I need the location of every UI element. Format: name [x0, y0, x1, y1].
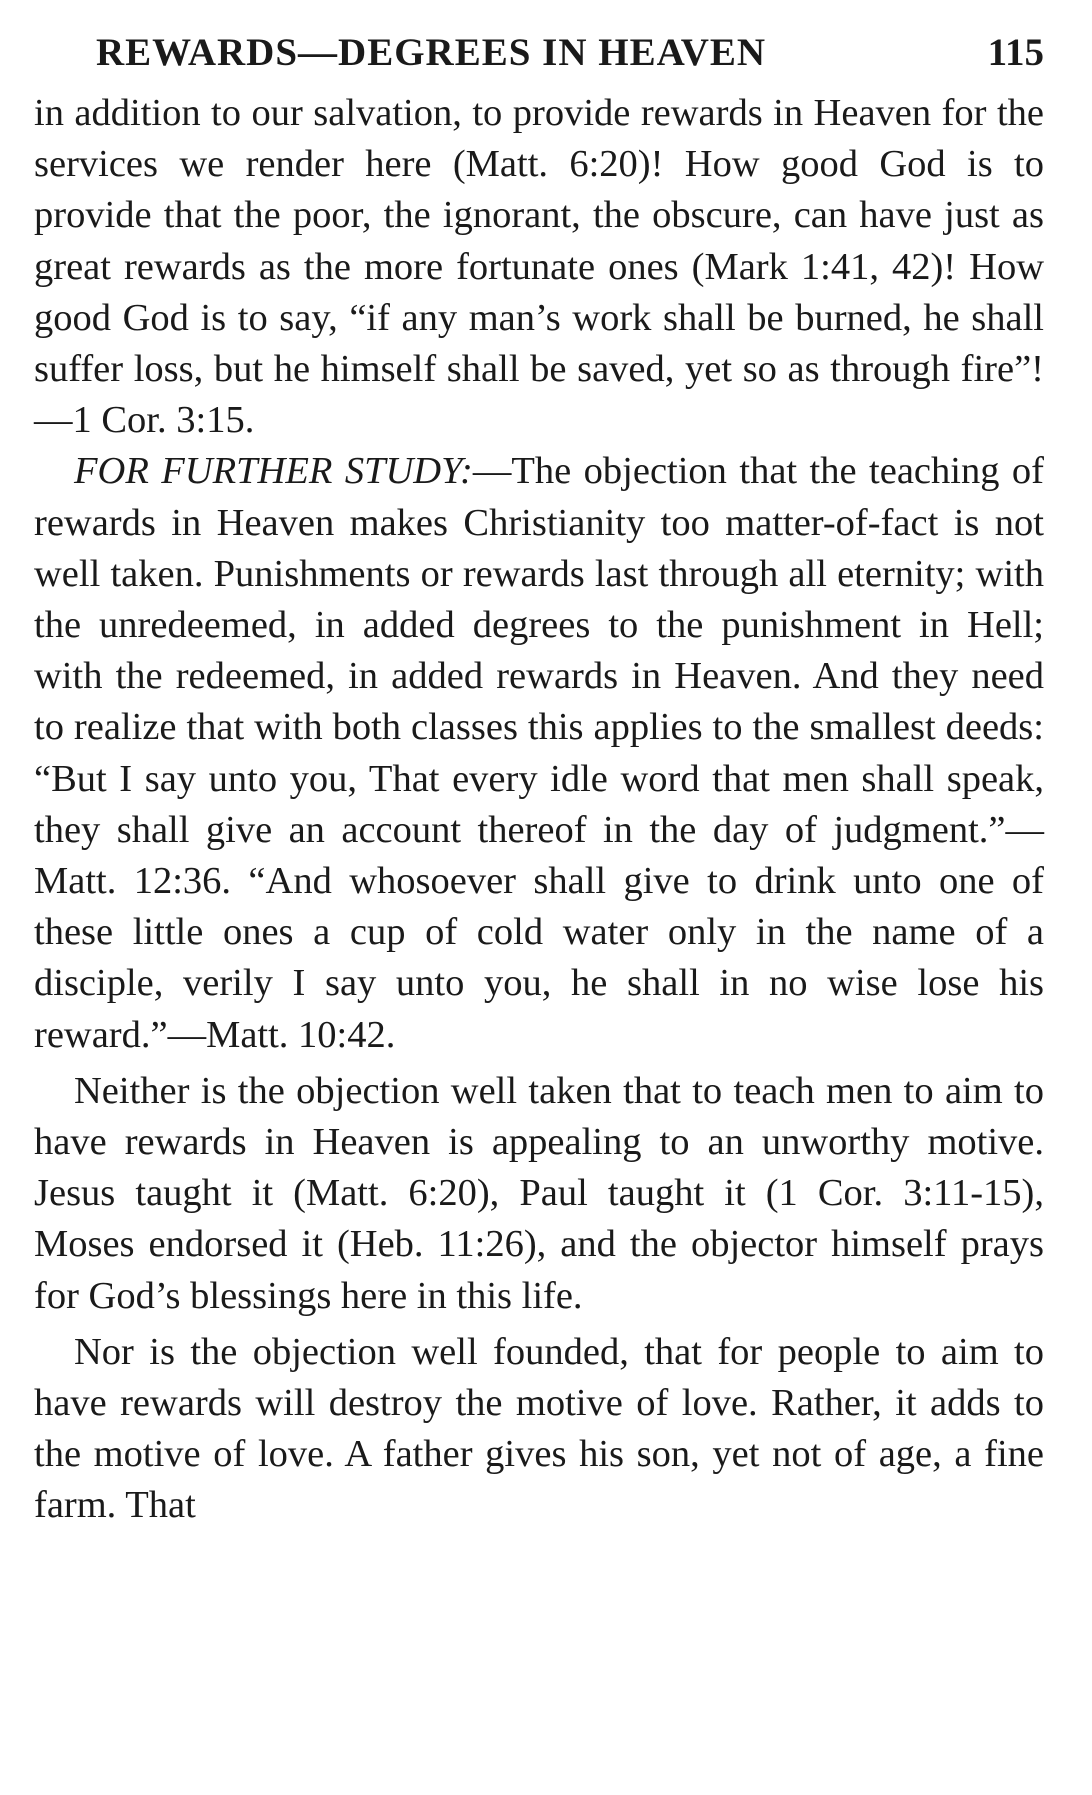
page-number: 115	[987, 31, 1044, 74]
paragraph-continued: in addition to our salvation, to provide rewards in Heaven for the services we render here (Matt. 6:20)! How good God is to provide that the poor, the ignorant, the obscure, can have just as great rewards as the more fortunate ones (Mark 1:41, 42)! How good God is to say, “if any man’s work shall be burned, he shall suffer loss, but he himself shall be saved, yet so as through fire”!—1 Cor. 3:15.	[34, 92, 1044, 442]
paragraph-further-study	[34, 446, 1044, 1060]
paragraph-objection-love: Nor is the objection well founded, that for people to aim to have rewards will destroy the motive of love. Rather, it adds to the motive of love. A father gives his son, yet not of age, a fine farm. That	[34, 1330, 1044, 1527]
paragraph-objection-motive: Neither is the objection well taken that to teach men to aim to have rewards in Heaven is appealing to an unworthy motive. Jesus taught it (Matt. 6:20), Paul taught it (1 Cor. 3:11-15), Moses endorsed it (Heb. 11:26), and the objector himself prays for God’s blessings here in this life.	[34, 1069, 1044, 1317]
further-study-text: —The objection that the teaching of rewards in Heaven makes Christianity too matter-of-fact is not well taken. Punishments or rewards last through all eternity; with the unredeemed, in added degrees to the punishment in Hell; with the redeemed, in added rewards in Heaven. And they need to realize that with both classes this applies to the smallest deeds: “But I say unto you, That every idle word that men shall speak, they shall give an account thereof in the day of judgment.”—Matt. 12:36. “And whosoever shall give to drink unto one of these little ones a cup of cold water only in the name of a disciple, verily I say unto you, he shall in no wise lose his reward.”—Matt. 10:42.	[34, 450, 1044, 1056]
further-study-heading: FOR FURTHER STUDY:	[74, 450, 473, 493]
body-text	[34, 88, 1044, 1532]
running-title: REWARDS—DEGREES IN HEAVEN	[96, 31, 767, 74]
running-head	[34, 20, 1044, 88]
book-page	[34, 20, 1044, 1532]
